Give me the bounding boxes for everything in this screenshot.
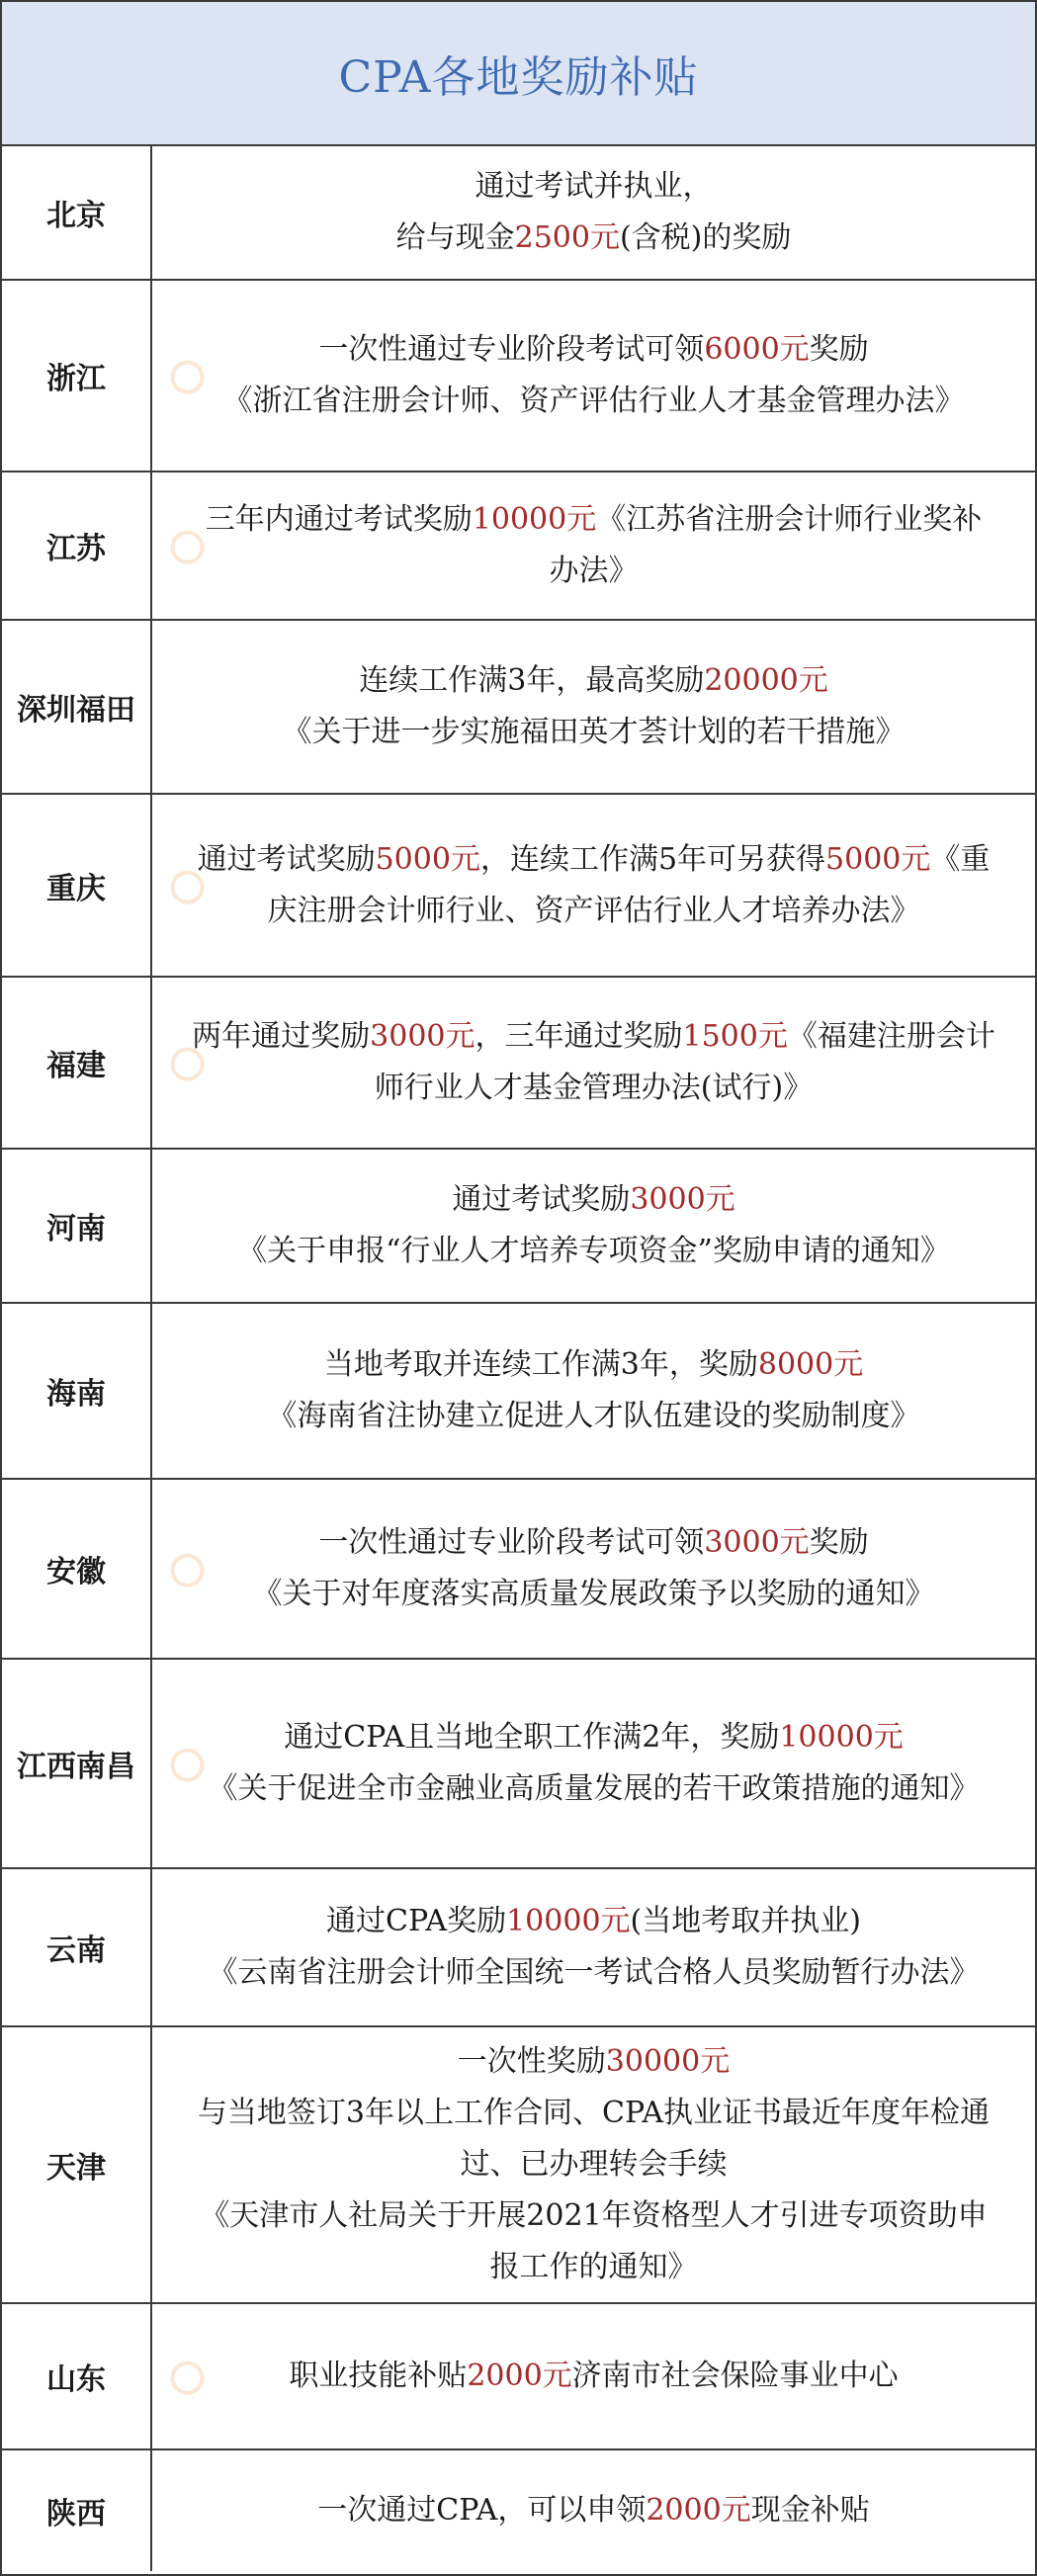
subsidy-description-cell (152, 472, 1035, 619)
description-text: 一次性通过专业阶段考试可领 (318, 1525, 705, 1560)
description-line (284, 1712, 904, 1763)
region-cell: 云南 (2, 1869, 152, 2025)
subsidy-amount: 10000元 (506, 1904, 631, 1938)
subsidy-description-cell (152, 1660, 1035, 1867)
description-text: 与当地签订3年以上工作合同、CPA执业证书最近年度年检通 (197, 2096, 991, 2130)
region-cell: 河南 (2, 1150, 152, 1302)
subsidy-description-cell (152, 1869, 1035, 2025)
description-line (317, 2485, 869, 2536)
description-text: 一次通过CPA，可以申领 (317, 2493, 647, 2528)
description-text: 师行业人才基金管理办法(试行)》 (374, 1071, 814, 1105)
subsidy-amount: 2000元 (467, 2359, 572, 2393)
description-line (237, 1226, 950, 1277)
subsidy-description-cell (152, 621, 1035, 793)
table-header (2, 2, 1035, 146)
description-line (283, 707, 906, 758)
region-cell: 北京 (2, 146, 152, 279)
description-text: (含税)的奖励 (619, 220, 792, 255)
description-text: ，三年通过奖励 (475, 1019, 683, 1054)
subsidy-description-cell (152, 2450, 1035, 2571)
description-text: 职业技能补贴 (289, 2359, 468, 2393)
table-row (2, 1480, 1035, 1660)
description-text: 《江苏省注册会计师行业奖补 (596, 502, 983, 537)
description-text: 奖励 (809, 1525, 869, 1560)
description-text: 一次性通过专业阶段考试可领 (318, 332, 705, 367)
description-text: 《天津市人社局关于开展2021年资格型人才引进专项资助申 (200, 2198, 988, 2233)
description-line (475, 161, 713, 213)
description-line (452, 1174, 735, 1226)
description-text: 《关于进一步实施福田英才荟计划的若干措施》 (282, 715, 906, 749)
region-cell: 天津 (2, 2027, 152, 2302)
subsidy-amount: 10000元 (472, 502, 597, 537)
table-row (2, 1869, 1035, 2027)
subsidy-amount: 20000元 (704, 663, 828, 698)
table-row (2, 472, 1035, 621)
description-line (318, 324, 868, 376)
subsidy-description-cell (152, 1480, 1035, 1658)
subsidy-amount: 5000元 (825, 841, 931, 877)
watermark-circle-icon (165, 1548, 209, 1591)
description-line (396, 213, 792, 264)
table-row (2, 621, 1035, 795)
description-line (359, 655, 828, 707)
subsidy-description-cell (152, 1304, 1035, 1478)
subsidy-amount: 8000元 (757, 1347, 864, 1382)
description-text: 庆注册会计师行业、资产评估行业人才培养办法》 (267, 893, 920, 928)
description-line (209, 1763, 980, 1815)
region-cell: 福建 (2, 978, 152, 1148)
subsidy-amount: 30000元 (605, 2044, 731, 2079)
watermark-logo-icon (162, 1538, 216, 1599)
description-text: 《重 (930, 841, 991, 877)
description-line (490, 2242, 698, 2293)
watermark-logo-icon (162, 2346, 216, 2407)
subsidy-description-cell (152, 795, 1035, 976)
subsidy-description-cell (152, 978, 1035, 1148)
description-text: 通过考试奖励 (197, 841, 376, 877)
description-text: 《关于对年度落实高质量发展政策予以奖励的通知》 (252, 1577, 935, 1611)
description-text: 办法》 (549, 554, 639, 588)
description-text: 《关于申报“行业人才培养专项资金”奖励申请的通知》 (237, 1234, 950, 1268)
description-line (550, 546, 639, 597)
description-line (192, 1011, 995, 1063)
description-line (458, 2036, 730, 2088)
description-line (461, 2139, 728, 2190)
description-text: 通过考试奖励 (452, 1182, 631, 1217)
watermark-circle-icon (165, 355, 209, 398)
description-text: 三年内通过考试奖励 (205, 502, 473, 537)
subsidy-amount: 2000元 (646, 2493, 751, 2528)
description-line (375, 1063, 813, 1114)
region-cell: 深圳福田 (2, 621, 152, 793)
table-row (2, 795, 1035, 978)
watermark-circle-icon (165, 1743, 209, 1786)
description-text: 《关于促进全市金融业高质量发展的若干政策措施的通知》 (208, 1771, 980, 1806)
table-row (2, 1150, 1035, 1304)
table-row (2, 1660, 1035, 1869)
subsidy-amount: 3000元 (370, 1019, 475, 1054)
description-text: 《福建注册会计 (787, 1019, 995, 1054)
description-line (200, 2190, 987, 2242)
subsidy-description-cell (152, 281, 1035, 471)
subsidy-description-cell (152, 2027, 1035, 2302)
description-text: 过、已办理转会手续 (460, 2147, 728, 2182)
table-row (2, 2450, 1035, 2571)
description-text: 通过CPA奖励 (326, 1904, 507, 1938)
region-cell: 江西南昌 (2, 1660, 152, 1867)
description-line (326, 1896, 861, 1947)
description-text: 《海南省注协建立促进人才队伍建设的奖励制度》 (267, 1399, 920, 1433)
description-text: 通过考试并执业， (475, 169, 713, 204)
description-text: 当地考取并连续工作满3年，奖励 (323, 1347, 758, 1382)
description-text: 现金补贴 (750, 2493, 870, 2528)
description-line (198, 2088, 990, 2139)
region-cell: 浙江 (2, 281, 152, 471)
description-line (324, 1339, 863, 1391)
table-body (2, 146, 1035, 2571)
description-text: 通过CPA且当地全职工作满2年，奖励 (284, 1720, 780, 1755)
table-row (2, 2027, 1035, 2304)
subsidy-description-cell (152, 146, 1035, 279)
description-text: 两年通过奖励 (192, 1019, 371, 1054)
description-text: 《浙江省注册会计师、资产评估行业人才基金管理办法》 (222, 384, 965, 418)
description-line (289, 2351, 898, 2402)
description-text: ，连续工作满5年可另获得 (479, 841, 826, 877)
description-line (253, 1569, 935, 1620)
table-row (2, 1304, 1035, 1480)
subsidy-amount: 5000元 (375, 841, 480, 877)
table-row (2, 2304, 1035, 2450)
description-text: 济南市社会保险事业中心 (571, 2359, 899, 2393)
description-line (209, 1947, 980, 1999)
description-text: 《云南省注册会计师全国统一考试合格人员奖励暂行办法》 (208, 1955, 980, 1990)
description-line (198, 834, 991, 886)
description-text: 报工作的通知》 (489, 2250, 698, 2284)
description-text: 奖励 (809, 332, 869, 367)
description-text: (当地考取并执业) (630, 1904, 861, 1938)
description-text: 连续工作满3年，最高奖励 (359, 663, 705, 698)
region-cell: 陕西 (2, 2450, 152, 2571)
subsidy-description-cell (152, 1150, 1035, 1302)
description-text: 给与现金 (395, 220, 515, 255)
region-cell: 江苏 (2, 472, 152, 619)
description-line (318, 1517, 868, 1569)
table-row (2, 281, 1035, 472)
subsidy-amount: 6000元 (704, 332, 810, 367)
table-row (2, 978, 1035, 1150)
watermark-circle-icon (165, 525, 209, 568)
description-line (268, 886, 920, 937)
description-line (206, 494, 982, 546)
region-cell: 山东 (2, 2304, 152, 2448)
page-title: CPA各地奖励补贴 (338, 52, 699, 103)
watermark-logo-icon (162, 345, 216, 406)
region-cell: 安徽 (2, 1480, 152, 1658)
description-text: 一次性奖励 (457, 2044, 606, 2079)
subsidy-amount: 10000元 (779, 1720, 904, 1755)
table-row (2, 146, 1035, 281)
subsidy-description-cell (152, 2304, 1035, 2448)
region-cell: 重庆 (2, 795, 152, 976)
subsidy-amount: 2500元 (514, 220, 620, 255)
subsidy-amount: 3000元 (704, 1525, 810, 1560)
subsidy-amount: 1500元 (682, 1019, 788, 1054)
watermark-circle-icon (165, 2356, 209, 2399)
description-line (268, 1391, 920, 1442)
region-cell: 海南 (2, 1304, 152, 1478)
description-line (223, 376, 965, 427)
subsidy-amount: 3000元 (630, 1182, 735, 1217)
